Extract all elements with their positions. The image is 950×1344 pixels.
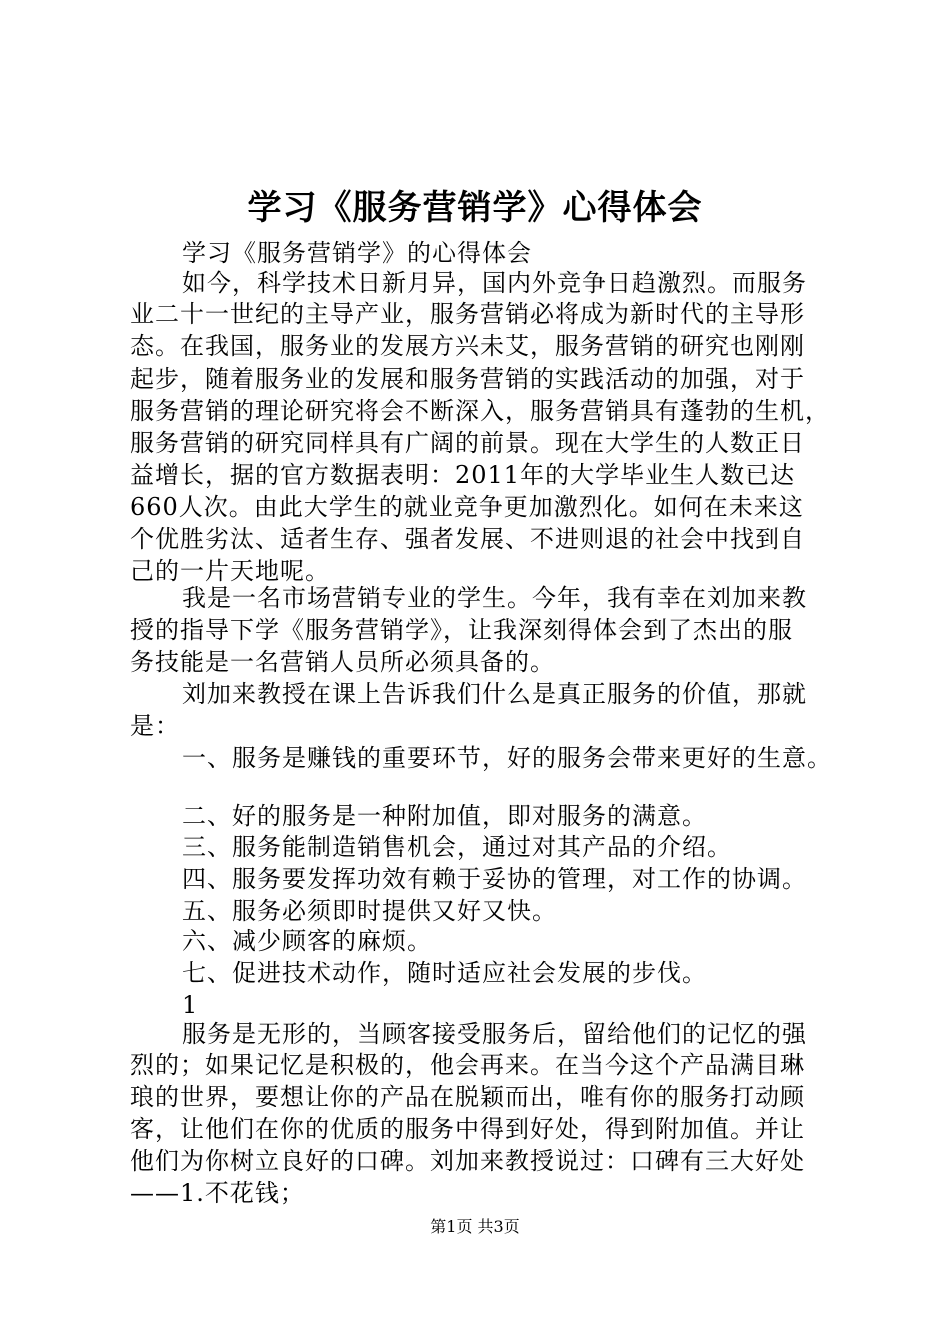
text-line: 授的指导下学《服务营销学》，让我深刻得体会到了杰出的服	[130, 616, 793, 644]
text-line: 己的一片天地呢。	[130, 557, 330, 585]
text-line: 服务是无形的，当顾客接受服务后，留给他们的记忆的强	[182, 1020, 807, 1048]
text-line: 1	[182, 991, 199, 1019]
text-line: 二、好的服务是一种附加值，即对服务的满意。	[182, 802, 707, 830]
text-line: 务技能是一名营销人员所必须具备的。	[130, 648, 555, 676]
text-line: 三、服务能制造销售机会，通过对其产品的介绍。	[182, 833, 732, 861]
page-footer: 第1页 共3页	[430, 1217, 520, 1236]
text-line: 学习《服务营销学》的心得体会	[182, 239, 532, 267]
document-title: 学习《服务营销学》心得体会	[247, 188, 703, 228]
text-line: 660人次。由此大学生的就业竞争更加激烈化。如何在未来这	[130, 493, 804, 521]
text-line: 态。在我国，服务业的发展方兴未艾，服务营销的研究也刚刚	[130, 332, 805, 360]
text-line: 如今，科学技术日新月异，国内外竞争日趋激烈。而服务	[182, 269, 807, 297]
text-line: 客，让他们在你的优质的服务中得到好处，得到附加值。并让	[130, 1115, 805, 1143]
text-line: 服务营销的研究同样具有广阔的前景。现在大学生的人数正日	[130, 429, 805, 457]
text-line: 他们为你树立良好的口碑。刘加来教授说过：口碑有三大好处	[130, 1147, 805, 1175]
text-line: 五、服务必须即时提供又好又快。	[182, 897, 557, 925]
text-line: 是：	[130, 712, 180, 740]
text-line: 业二十一世纪的主导产业，服务营销必将成为新时代的主导形	[130, 300, 805, 328]
text-line: 益增长，据的官方数据表明：2011年的大学毕业生人数已达	[130, 461, 796, 489]
text-line: ——1.不花钱；	[130, 1179, 305, 1207]
text-line: 七、促进技术动作，随时适应社会发展的步伐。	[182, 959, 707, 987]
text-line: 烈的；如果记忆是积极的，他会再来。在当今这个产品满目琳	[130, 1051, 805, 1079]
text-line: 六、减少顾客的麻烦。	[182, 927, 432, 955]
text-line: 四、服务要发挥功效有赖于妥协的管理，对工作的协调。	[182, 865, 807, 893]
text-line: 起步，随着服务业的发展和服务营销的实践活动的加强，对于	[130, 365, 805, 393]
text-line: 个优胜劣汰、适者生存、强者发展、不进则退的社会中找到自	[130, 525, 805, 553]
text-line: 一、服务是赚钱的重要环节，好的服务会带来更好的生意。	[182, 744, 832, 772]
text-line: 刘加来教授在课上告诉我们什么是真正服务的价值，那就	[182, 680, 807, 708]
text-line: 琅的世界，要想让你的产品在脱颖而出，唯有你的服务打动顾	[130, 1083, 805, 1111]
text-line: 服务营销的理论研究将会不断深入，服务营销具有蓬勃的生机，	[130, 397, 830, 425]
text-line: 我是一名市场营销专业的学生。今年，我有幸在刘加来教	[182, 584, 807, 612]
